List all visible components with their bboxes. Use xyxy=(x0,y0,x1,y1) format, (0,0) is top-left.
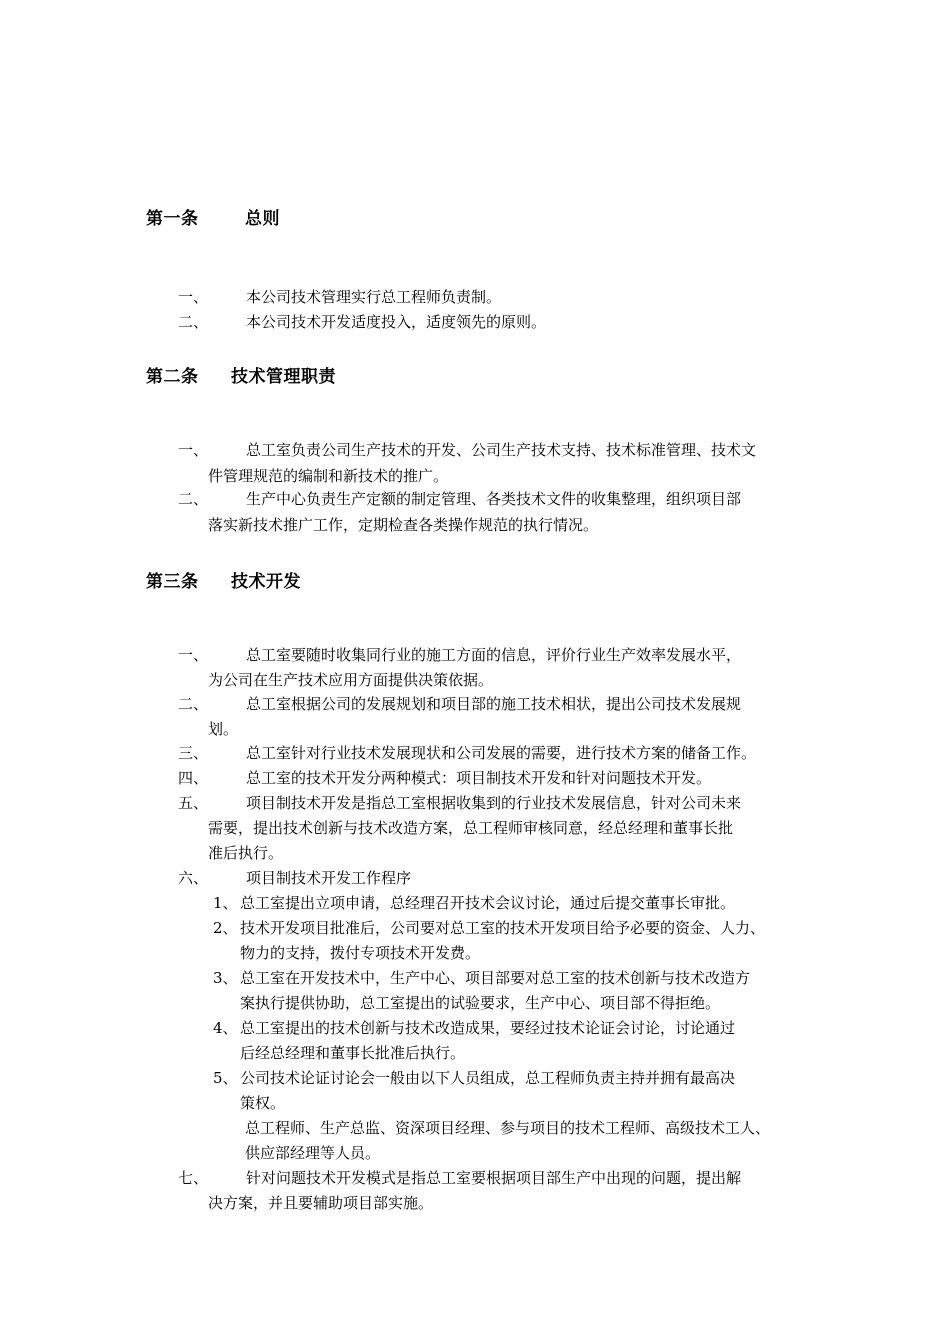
item-number: 2、 xyxy=(213,919,238,937)
item-number: 三、 xyxy=(178,744,209,762)
list-item xyxy=(178,790,818,868)
item-text: 项目制技术开发工作程序 xyxy=(246,869,412,887)
item-text: 供应部经理等人员。 xyxy=(245,1144,381,1162)
item-text: 本公司技术开发适度投入，适度领先的原则。 xyxy=(246,313,547,331)
item-number: 1、 xyxy=(213,894,238,912)
item-number: 六、 xyxy=(178,869,209,887)
item-text: 项目制技术开发是指总工室根据收集到的行业技术发展信息，针对公司未来 xyxy=(246,794,742,812)
item-number: 一、 xyxy=(178,288,209,306)
item-text: 划。 xyxy=(208,720,239,738)
list-item xyxy=(178,740,818,766)
item-number: 二、 xyxy=(178,695,209,713)
item-number: 二、 xyxy=(178,490,209,508)
item-number: 3、 xyxy=(213,969,238,987)
item-number: 七、 xyxy=(178,1169,209,1187)
section-label: 第一条 xyxy=(146,209,199,229)
sub-list-item xyxy=(213,915,823,967)
item-text: 后经总经理和董事长批准后执行。 xyxy=(240,1044,466,1062)
list-item xyxy=(178,865,818,891)
section-label: 第二条 xyxy=(146,367,199,387)
item-text: 公司技术论证讨论会一般由以下人员组成，总工程师负责主持并拥有最高决 xyxy=(240,1069,736,1087)
item-text: 总工程师、生产总监、资深项目经理、参与项目的技术工程师、高级技术工人、 xyxy=(245,1119,771,1137)
sub-list-item xyxy=(213,1065,823,1117)
list-item xyxy=(178,642,818,694)
list-item xyxy=(178,437,818,489)
item-text: 需要，提出技术创新与技术改造方案，总工程师审核同意，经总经理和董事长批 xyxy=(208,819,734,837)
item-number: 4、 xyxy=(213,1019,238,1037)
item-text: 总工室提出的技术创新与技术改造成果，要经过技术论证会讨论，讨论通过 xyxy=(240,1019,736,1037)
item-text: 落实新技术推广工作，定期检查各类操作规范的执行情况。 xyxy=(208,516,599,534)
item-text: 针对问题技术开发模式是指总工室要根据项目部生产中出现的问题，提出解 xyxy=(246,1169,742,1187)
item-text: 生产中心负责生产定额的制定管理、各类技术文件的收集整理，组织项目部 xyxy=(246,490,742,508)
section-heading xyxy=(146,362,336,387)
item-text: 总工室在开发技术中，生产中心、项目部要对总工室的技术创新与技术改造方 xyxy=(240,969,751,987)
item-text: 决方案，并且要辅助项目部实施。 xyxy=(208,1194,434,1212)
item-text: 本公司技术管理实行总工程师负责制。 xyxy=(246,288,502,306)
item-text: 技术开发项目批准后，公司要对总工室的技术开发项目给予必要的资金、人力、 xyxy=(240,919,766,937)
section-heading xyxy=(146,567,301,592)
item-number: 五、 xyxy=(178,794,209,812)
section-title: 总则 xyxy=(245,209,280,229)
item-text: 总工室提出立项申请，总经理召开技术会议讨论，通过后提交董事长审批。 xyxy=(240,894,736,912)
item-text: 物力的支持，拨付专项技术开发费。 xyxy=(240,944,481,962)
list-item xyxy=(178,691,818,743)
note-paragraph xyxy=(245,1115,825,1167)
list-item xyxy=(178,1165,818,1217)
section-label: 第三条 xyxy=(146,572,199,592)
section-heading xyxy=(146,204,280,229)
list-item xyxy=(178,284,818,310)
section-title: 技术开发 xyxy=(231,572,301,592)
item-number: 一、 xyxy=(178,646,209,664)
item-text: 准后执行。 xyxy=(208,844,284,862)
sub-list-item xyxy=(213,1015,823,1067)
item-text: 总工室针对行业技术发展现状和公司发展的需要，进行技术方案的储备工作。 xyxy=(246,744,757,762)
item-number: 一、 xyxy=(178,441,209,459)
section-title: 技术管理职责 xyxy=(231,367,336,387)
item-text: 总工室的技术开发分两种模式：项目制技术开发和针对问题技术开发。 xyxy=(246,769,712,787)
item-text: 总工室要随时收集同行业的施工方面的信息，评价行业生产效率发展水平， xyxy=(246,646,742,664)
item-number: 二、 xyxy=(178,313,209,331)
sub-list-item xyxy=(213,890,823,916)
list-item xyxy=(178,486,818,538)
sub-list-item xyxy=(213,965,823,1017)
item-text: 件管理规范的编制和新技术的推广。 xyxy=(208,467,449,485)
list-item xyxy=(178,765,818,791)
item-text: 总工室负责公司生产技术的开发、公司生产技术支持、技术标准管理、技术文 xyxy=(246,441,757,459)
list-item xyxy=(178,309,818,335)
item-text: 案执行提供协助，总工室提出的试验要求，生产中心、项目部不得拒绝。 xyxy=(240,994,721,1012)
item-number: 四、 xyxy=(178,769,209,787)
item-number: 5、 xyxy=(213,1069,238,1087)
item-text: 总工室根据公司的发展规划和项目部的施工技术相状，提出公司技术发展规 xyxy=(246,695,742,713)
item-text: 为公司在生产技术应用方面提供决策依据。 xyxy=(208,671,494,689)
item-text: 策权。 xyxy=(240,1094,286,1112)
